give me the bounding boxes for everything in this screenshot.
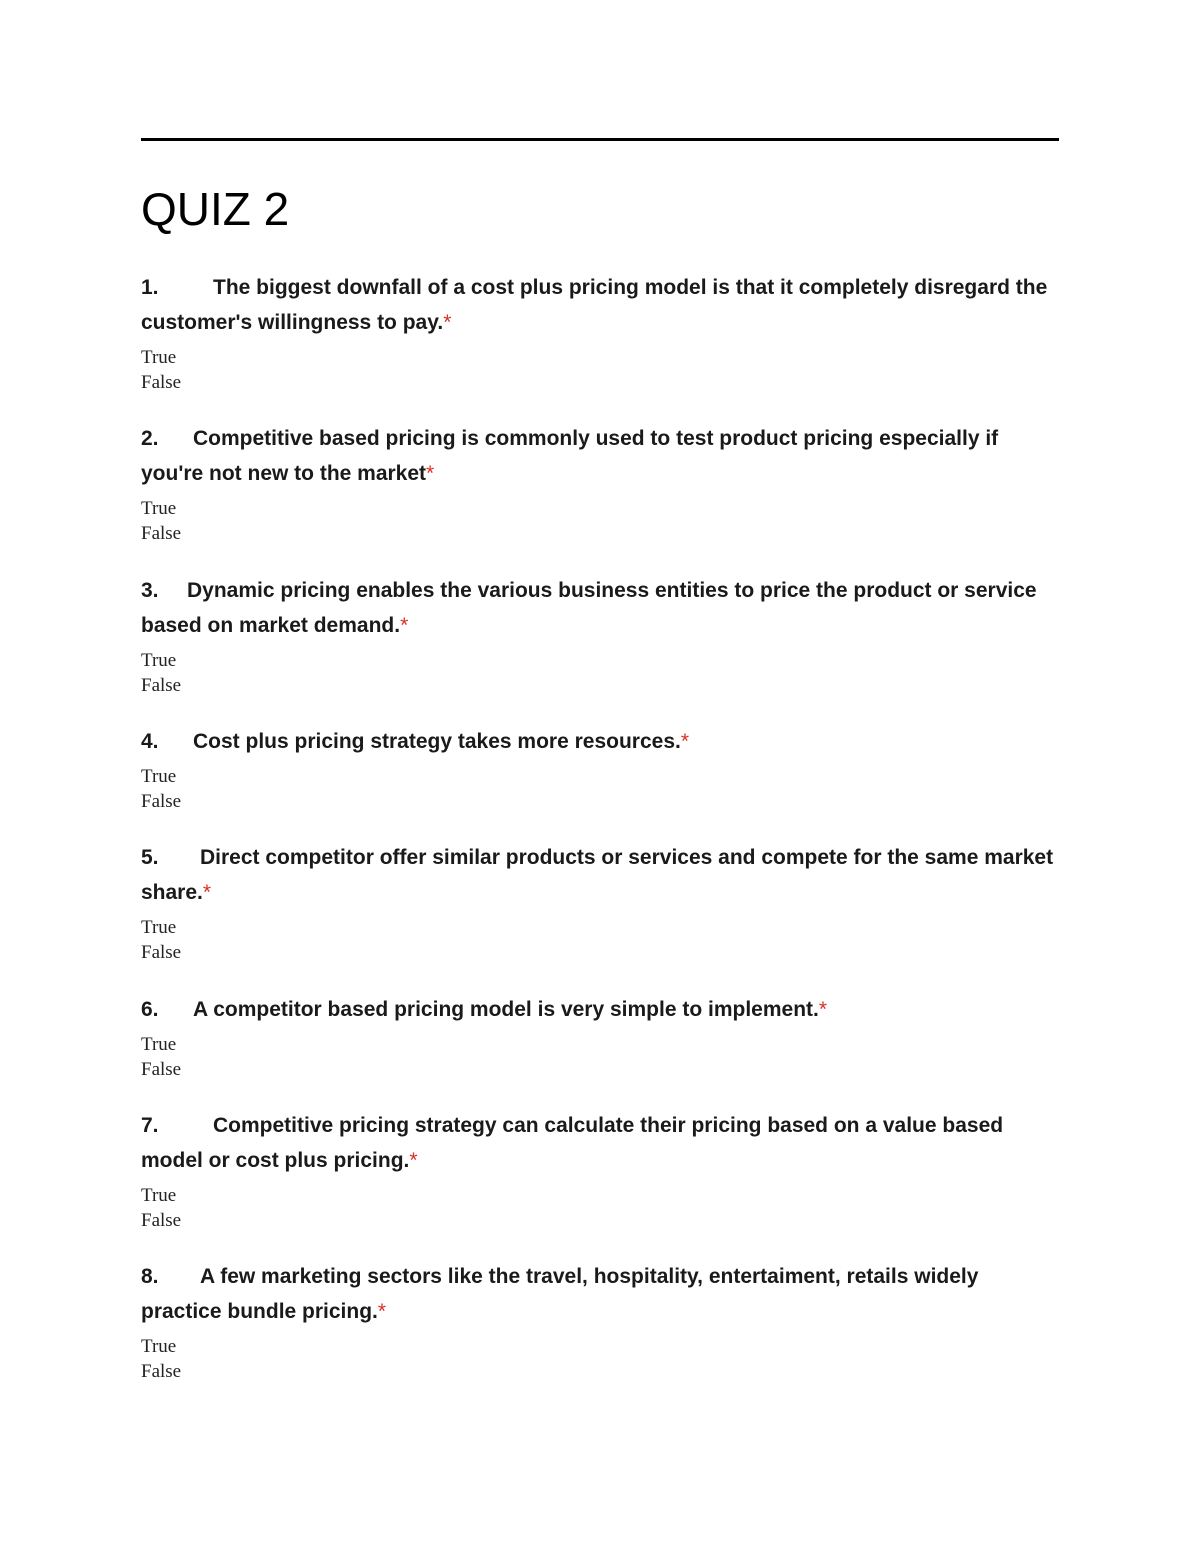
required-marker: * [377, 1300, 387, 1323]
option-true[interactable]: True [141, 347, 177, 368]
question-number: 2. [141, 427, 159, 450]
answer-options [141, 648, 1059, 698]
required-marker: * [818, 998, 828, 1021]
question-text-7 [141, 1108, 1059, 1178]
question-label: Direct competitor offer similar products or services and compete for the same market share. [141, 846, 1054, 904]
answer-options [141, 915, 1059, 965]
option-true[interactable]: True [141, 650, 177, 671]
question-label: Competitive based pricing is commonly used to test product pricing especially if you're not new to the market [141, 427, 999, 485]
question-text-3 [141, 573, 1059, 643]
required-marker: * [409, 1149, 418, 1172]
question-label: A competitor based pricing model is very simple to implement. [193, 998, 819, 1021]
option-true[interactable]: True [141, 1336, 177, 1357]
required-marker: * [680, 730, 690, 753]
question-4 [141, 724, 1059, 814]
question-number: 6. [141, 998, 159, 1021]
option-true[interactable]: True [141, 917, 177, 938]
option-false[interactable]: False [141, 1361, 182, 1382]
required-marker: * [400, 614, 409, 637]
answer-options [141, 1183, 1059, 1233]
question-3 [141, 573, 1059, 698]
question-label: Competitive pricing strategy can calculate their pricing based on a value based model or cost plus pricing. [141, 1114, 1004, 1172]
question-text-4 [141, 724, 1059, 759]
question-label: Cost plus pricing strategy takes more resources. [193, 730, 681, 753]
required-marker: * [202, 881, 212, 904]
option-true[interactable]: True [141, 1034, 177, 1055]
option-false[interactable]: False [141, 372, 182, 393]
question-number: 5. [141, 846, 159, 869]
question-text-5 [141, 840, 1059, 910]
question-6 [141, 992, 1059, 1082]
option-false[interactable]: False [141, 1210, 182, 1231]
question-1 [141, 270, 1059, 395]
option-true[interactable]: True [141, 766, 177, 787]
question-text-8 [141, 1259, 1059, 1329]
option-false[interactable]: False [141, 791, 182, 812]
option-false[interactable]: False [141, 675, 182, 696]
required-marker: * [443, 311, 452, 334]
option-false[interactable]: False [141, 942, 182, 963]
question-8 [141, 1259, 1059, 1384]
question-text-6 [141, 992, 1059, 1027]
question-7 [141, 1108, 1059, 1233]
answer-options [141, 1032, 1059, 1082]
answer-options [141, 496, 1059, 546]
answer-options [141, 764, 1059, 814]
page-title: QUIZ 2 [141, 183, 290, 235]
question-label: The biggest downfall of a cost plus pricing model is that it completely disregard the customer's willingness to pay. [141, 276, 1048, 334]
required-marker: * [426, 462, 435, 485]
question-number: 4. [141, 730, 159, 753]
question-number: 7. [141, 1114, 159, 1137]
answer-options [141, 345, 1059, 395]
question-5 [141, 840, 1059, 965]
answer-options [141, 1334, 1059, 1384]
option-true[interactable]: True [141, 1185, 177, 1206]
question-number: 8. [141, 1265, 159, 1288]
question-2 [141, 421, 1059, 546]
option-false[interactable]: False [141, 1059, 182, 1080]
top-rule [141, 138, 1059, 141]
question-text-1 [141, 270, 1059, 340]
option-true[interactable]: True [141, 498, 177, 519]
question-text-2 [141, 421, 1059, 491]
question-number: 3. [141, 579, 159, 602]
question-number: 1. [141, 276, 159, 299]
question-label: A few marketing sectors like the travel, hospitality, entertaiment, retails widely practice bundle pricing. [141, 1265, 979, 1323]
question-label: Dynamic pricing enables the various business entities to price the product or service based on market demand. [141, 579, 1037, 637]
option-false[interactable]: False [141, 523, 182, 544]
